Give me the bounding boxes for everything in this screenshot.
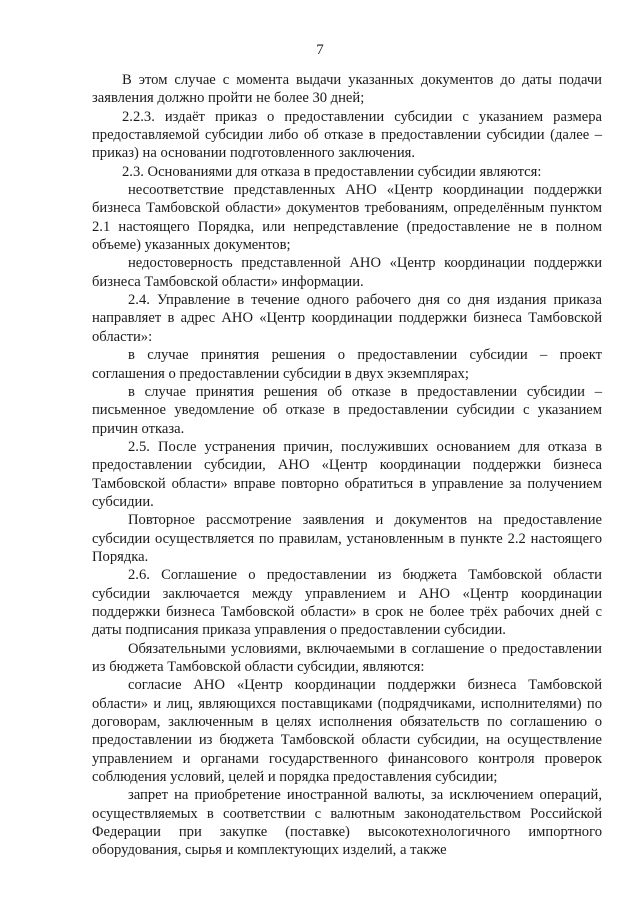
paragraph: запрет на приобретение иностранной валюты, за исключением операций, осуществляемых в соответствии с валютным законодательством Российской Федерации при закупке (поставке) высокотехнологичного импортного оборудования, сырья и комплектующих изделий, а также: [92, 787, 602, 859]
paragraph: в случае принятия решения об отказе в предоставлении субсидии – письменное уведомление об отказе в предоставлении субсидии с указанием причин отказа.: [92, 383, 602, 437]
paragraph: 2.4. Управление в течение одного рабочего дня со дня издания приказа направляет в адрес АНО «Центр координации поддержки бизнеса Тамбовской области»:: [92, 292, 602, 345]
paragraph: согласие АНО «Центр координации поддержки бизнеса Тамбовской области» и лиц, являющихся поставщиками (подрядчиками, исполнителями) по договорам, заключенным в целях исполнения обязательств по соглашению о предоставлении из бюджета Тамбовской области субсидии, на осуществление управлением и органами государственного финансового контроля проверок соблюдения условий, целей и порядка предоставления субсидии;: [92, 677, 602, 786]
paragraph: 2.5. После устранения причин, послуживших основанием для отказа в предоставлении субсидии, АНО «Центр координации поддержки бизнеса Тамбовской области» вправе повторно обратиться в управление за получением субсидии.: [92, 438, 602, 510]
document-body: [92, 71, 602, 860]
paragraph: 2.6. Соглашение о предоставлении из бюджета Тамбовской области субсидии заключается между управлением и АНО «Центр координации поддержки бизнеса Тамбовской области» в срок не более трёх рабочих дней с даты подписания приказа управления о предоставлении субсидии.: [92, 567, 602, 639]
paragraph: в случае принятия решения о предоставлении субсидии – проект соглашения о предоставлении субсидии в двух экземплярах;: [92, 347, 602, 382]
paragraph: недостоверность представленной АНО «Центр координации поддержки бизнеса Тамбовской области» информации.: [92, 255, 602, 290]
paragraph: В этом случае с момента выдачи указанных документов до даты подачи заявления должно пройти не более 30 дней;: [92, 72, 602, 107]
paragraph: несоответствие представленных АНО «Центр координации поддержки бизнеса Тамбовской области» документов требованиям, определённым пунктом 2.1 настоящего Порядка, или непредставление (предоставление не в полном объеме) указанных документов;: [92, 182, 602, 254]
page-number: 7: [316, 42, 324, 58]
paragraph: 2.3. Основаниями для отказа в предоставлении субсидии являются:: [122, 163, 542, 180]
paragraph: Обязательными условиями, включаемыми в соглашение о предоставлении из бюджета Тамбовской области субсидии, являются:: [92, 640, 602, 675]
paragraph: Повторное рассмотрение заявления и документов на предоставление субсидии осуществляется по правилам, установленным в пункте 2.2 настоящего Порядка.: [92, 512, 602, 565]
paragraph: 2.2.3. издаёт приказ о предоставлении субсидии с указанием размера предоставляемой субсидии либо об отказе в предоставлении субсидии (далее – приказ) на основании подготовленного заключения.: [92, 108, 602, 162]
